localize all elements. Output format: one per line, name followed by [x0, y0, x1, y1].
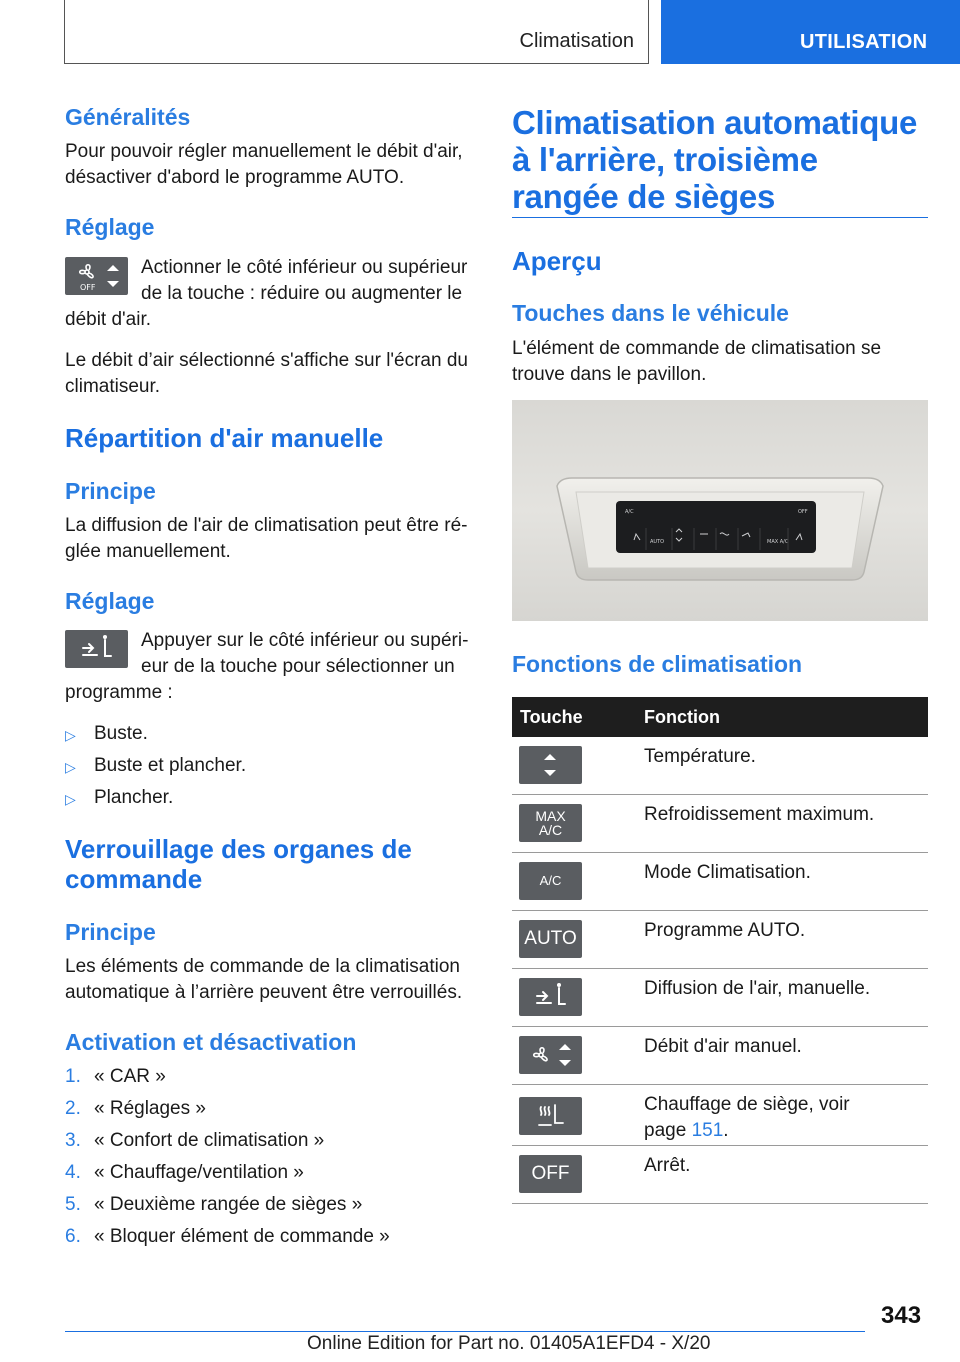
functions-table [512, 697, 928, 1204]
heading-touches: Touches dans le véhicule [512, 300, 789, 326]
table-row [512, 737, 928, 795]
control-panel-photo [512, 400, 928, 621]
function-text: Température. [644, 737, 928, 795]
text-reglage-1c: Le débit d’air sélectionné s'affiche sur l'écran du climatiseur. [65, 350, 468, 397]
table-row [512, 1146, 928, 1204]
column-header-touche: Touche [512, 697, 644, 737]
text-reglage-2a: Appuyer sur le côté inférieur ou supérieur de la touche pour sélectionner un [141, 630, 469, 677]
table-row [512, 1027, 928, 1085]
function-text: Refroidissement maximum. [644, 795, 928, 853]
heading-verrouillage: Verrouillage des organes de commande [65, 834, 412, 894]
heading-reglage-2: Réglage [65, 588, 155, 614]
function-text: Diffusion de l'air, manuelle. [644, 969, 928, 1027]
table-row [512, 1085, 928, 1146]
header-chapter-tab [661, 0, 960, 64]
text-generalites: Pour pouvoir régler manuellement le débit d'air, désactiver d'abord le programme AUTO. [65, 141, 463, 188]
text-touches: L'élément de commande de climatisation se trouve dans le pavillon. [512, 338, 882, 385]
text-reglage-2b: programme : [65, 682, 173, 703]
seat-heating-icon [519, 1097, 582, 1135]
table-row [512, 969, 928, 1027]
header-section-box [64, 0, 649, 64]
footer-rule [65, 1331, 865, 1332]
air-distribution-icon [65, 630, 128, 668]
svg-text:OFF: OFF [80, 283, 96, 292]
heading-underline [512, 217, 928, 218]
header-section-title: Climatisation [519, 30, 634, 52]
heading-activation: Activation et désactivation [65, 1029, 357, 1055]
air-distribution-icon [519, 978, 582, 1016]
svg-text:OFF: OFF [798, 509, 808, 515]
table-row [512, 853, 928, 911]
triangle-bullet-icon: ▷ [65, 727, 76, 743]
off-icon: OFF [519, 1155, 582, 1193]
heading-repartition: Répartition d'air manuelle [65, 423, 384, 453]
fan-off-icon [65, 257, 128, 295]
heading-main: Climatisation automatique à l'arrière, troisième rangée de sièges [512, 104, 918, 215]
header-chapter-label: UTILISATION [800, 31, 928, 53]
triangle-bullet-icon: ▷ [65, 759, 76, 775]
table-header-row [512, 697, 928, 737]
svg-text:AUTO: AUTO [650, 539, 665, 545]
column-header-fonction: Fonction [644, 697, 928, 737]
page-number: 343 [881, 1302, 922, 1329]
function-text: Arrêt. [644, 1146, 928, 1204]
text-principe-1: La diffusion de l'air de climatisation peut être réglée manuellement. [65, 515, 468, 562]
function-text: Mode Climatisation. [644, 853, 928, 911]
up-down-arrows-icon [519, 746, 582, 784]
function-text: Programme AUTO. [644, 911, 928, 969]
max-ac-icon: MAX A/C [519, 804, 582, 842]
function-text: Chauffage de siège, voir page 151. [644, 1085, 928, 1146]
text-principe-2: Les éléments de commande de la climatisation automatique à l’arrière peuvent être verrouillés. [65, 956, 463, 1003]
table-row [512, 911, 928, 969]
heading-apercu: Aperçu [512, 246, 602, 276]
heading-generalites: Généralités [65, 104, 191, 130]
footer-edition: Online Edition for Part no. 01405A1EFD4 - X/20 [307, 1333, 711, 1354]
table-row [512, 795, 928, 853]
ac-icon: A/C [519, 862, 582, 900]
heading-reglage-1: Réglage [65, 214, 155, 240]
auto-icon: AUTO [519, 920, 582, 958]
heading-principe-1: Principe [65, 478, 156, 504]
text-reglage-1a: Actionner le côté inférieur ou supérieur de la touche : réduire ou augmenter le [141, 257, 468, 304]
text-reglage-1b: débit d'air. [65, 309, 152, 330]
page-link[interactable]: 151 [691, 1120, 724, 1141]
function-text: Débit d'air manuel. [644, 1027, 928, 1085]
fan-arrows-icon [519, 1036, 582, 1074]
heading-fonctions: Fonctions de climatisation [512, 651, 803, 677]
heading-principe-2: Principe [65, 919, 156, 945]
svg-text:A/C: A/C [625, 509, 634, 515]
svg-text:MAX A/C: MAX A/C [767, 539, 789, 545]
triangle-bullet-icon: ▷ [65, 791, 76, 807]
